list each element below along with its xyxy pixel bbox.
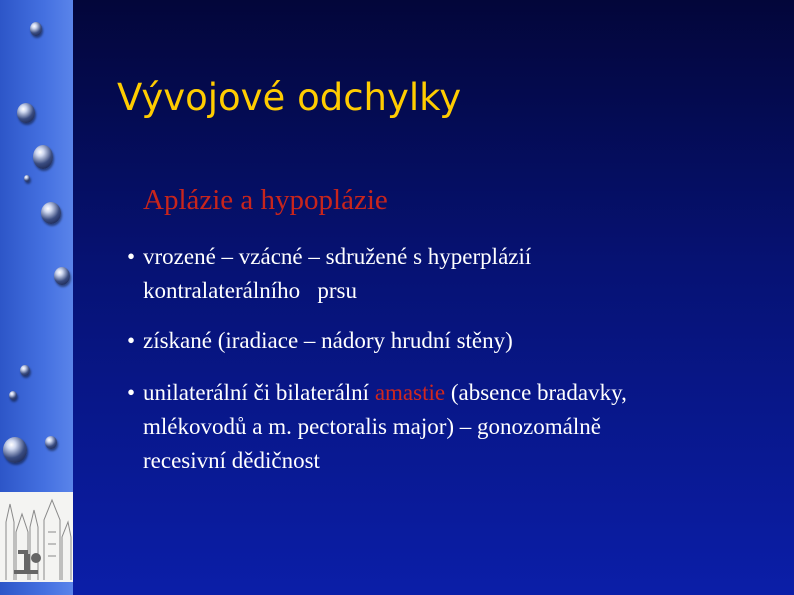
bullet-text: unilaterální či bilaterální: [143, 380, 375, 405]
bullet-line: kontralaterálního prsu: [143, 278, 357, 303]
water-drop-icon: [3, 437, 27, 463]
water-drop-icon: [54, 267, 70, 285]
bullet-item: [127, 324, 513, 358]
water-drop-icon: [24, 175, 30, 182]
bullet-line: vrozené – vzácné – sdružené s hyperplázií: [143, 244, 532, 269]
water-drop-icon: [30, 22, 42, 36]
water-drop-icon: [45, 436, 57, 449]
bullet-line: [143, 376, 627, 410]
institution-logo: [0, 492, 73, 582]
bullet-item: [127, 376, 627, 478]
bullet-item: [127, 240, 531, 308]
bullet-dot: •: [127, 380, 136, 405]
bullet-line: mlékovodů a m. pectoralis major) – gonozomálně: [143, 414, 601, 439]
water-drop-icon: [9, 391, 17, 400]
bullet-dot: •: [127, 244, 136, 269]
water-drop-icon: [20, 365, 30, 376]
castle-microscope-logo-icon: [0, 492, 73, 582]
bullet-line: získané (iradiace – nádory hrudní stěny): [143, 328, 513, 353]
slide-title: Vývojové odchylky: [117, 76, 462, 119]
bullet-line: recesivní dědičnost: [143, 448, 320, 473]
slide-subtitle: Aplázie a hypoplázie: [143, 184, 388, 216]
water-drop-icon: [17, 103, 35, 123]
water-drop-icon: [33, 145, 53, 169]
water-drop-icon: [41, 202, 61, 224]
bullet-text: (absence bradavky,: [445, 380, 627, 405]
bullet-dot: •: [127, 328, 136, 353]
highlighted-term: amastie: [374, 380, 446, 405]
